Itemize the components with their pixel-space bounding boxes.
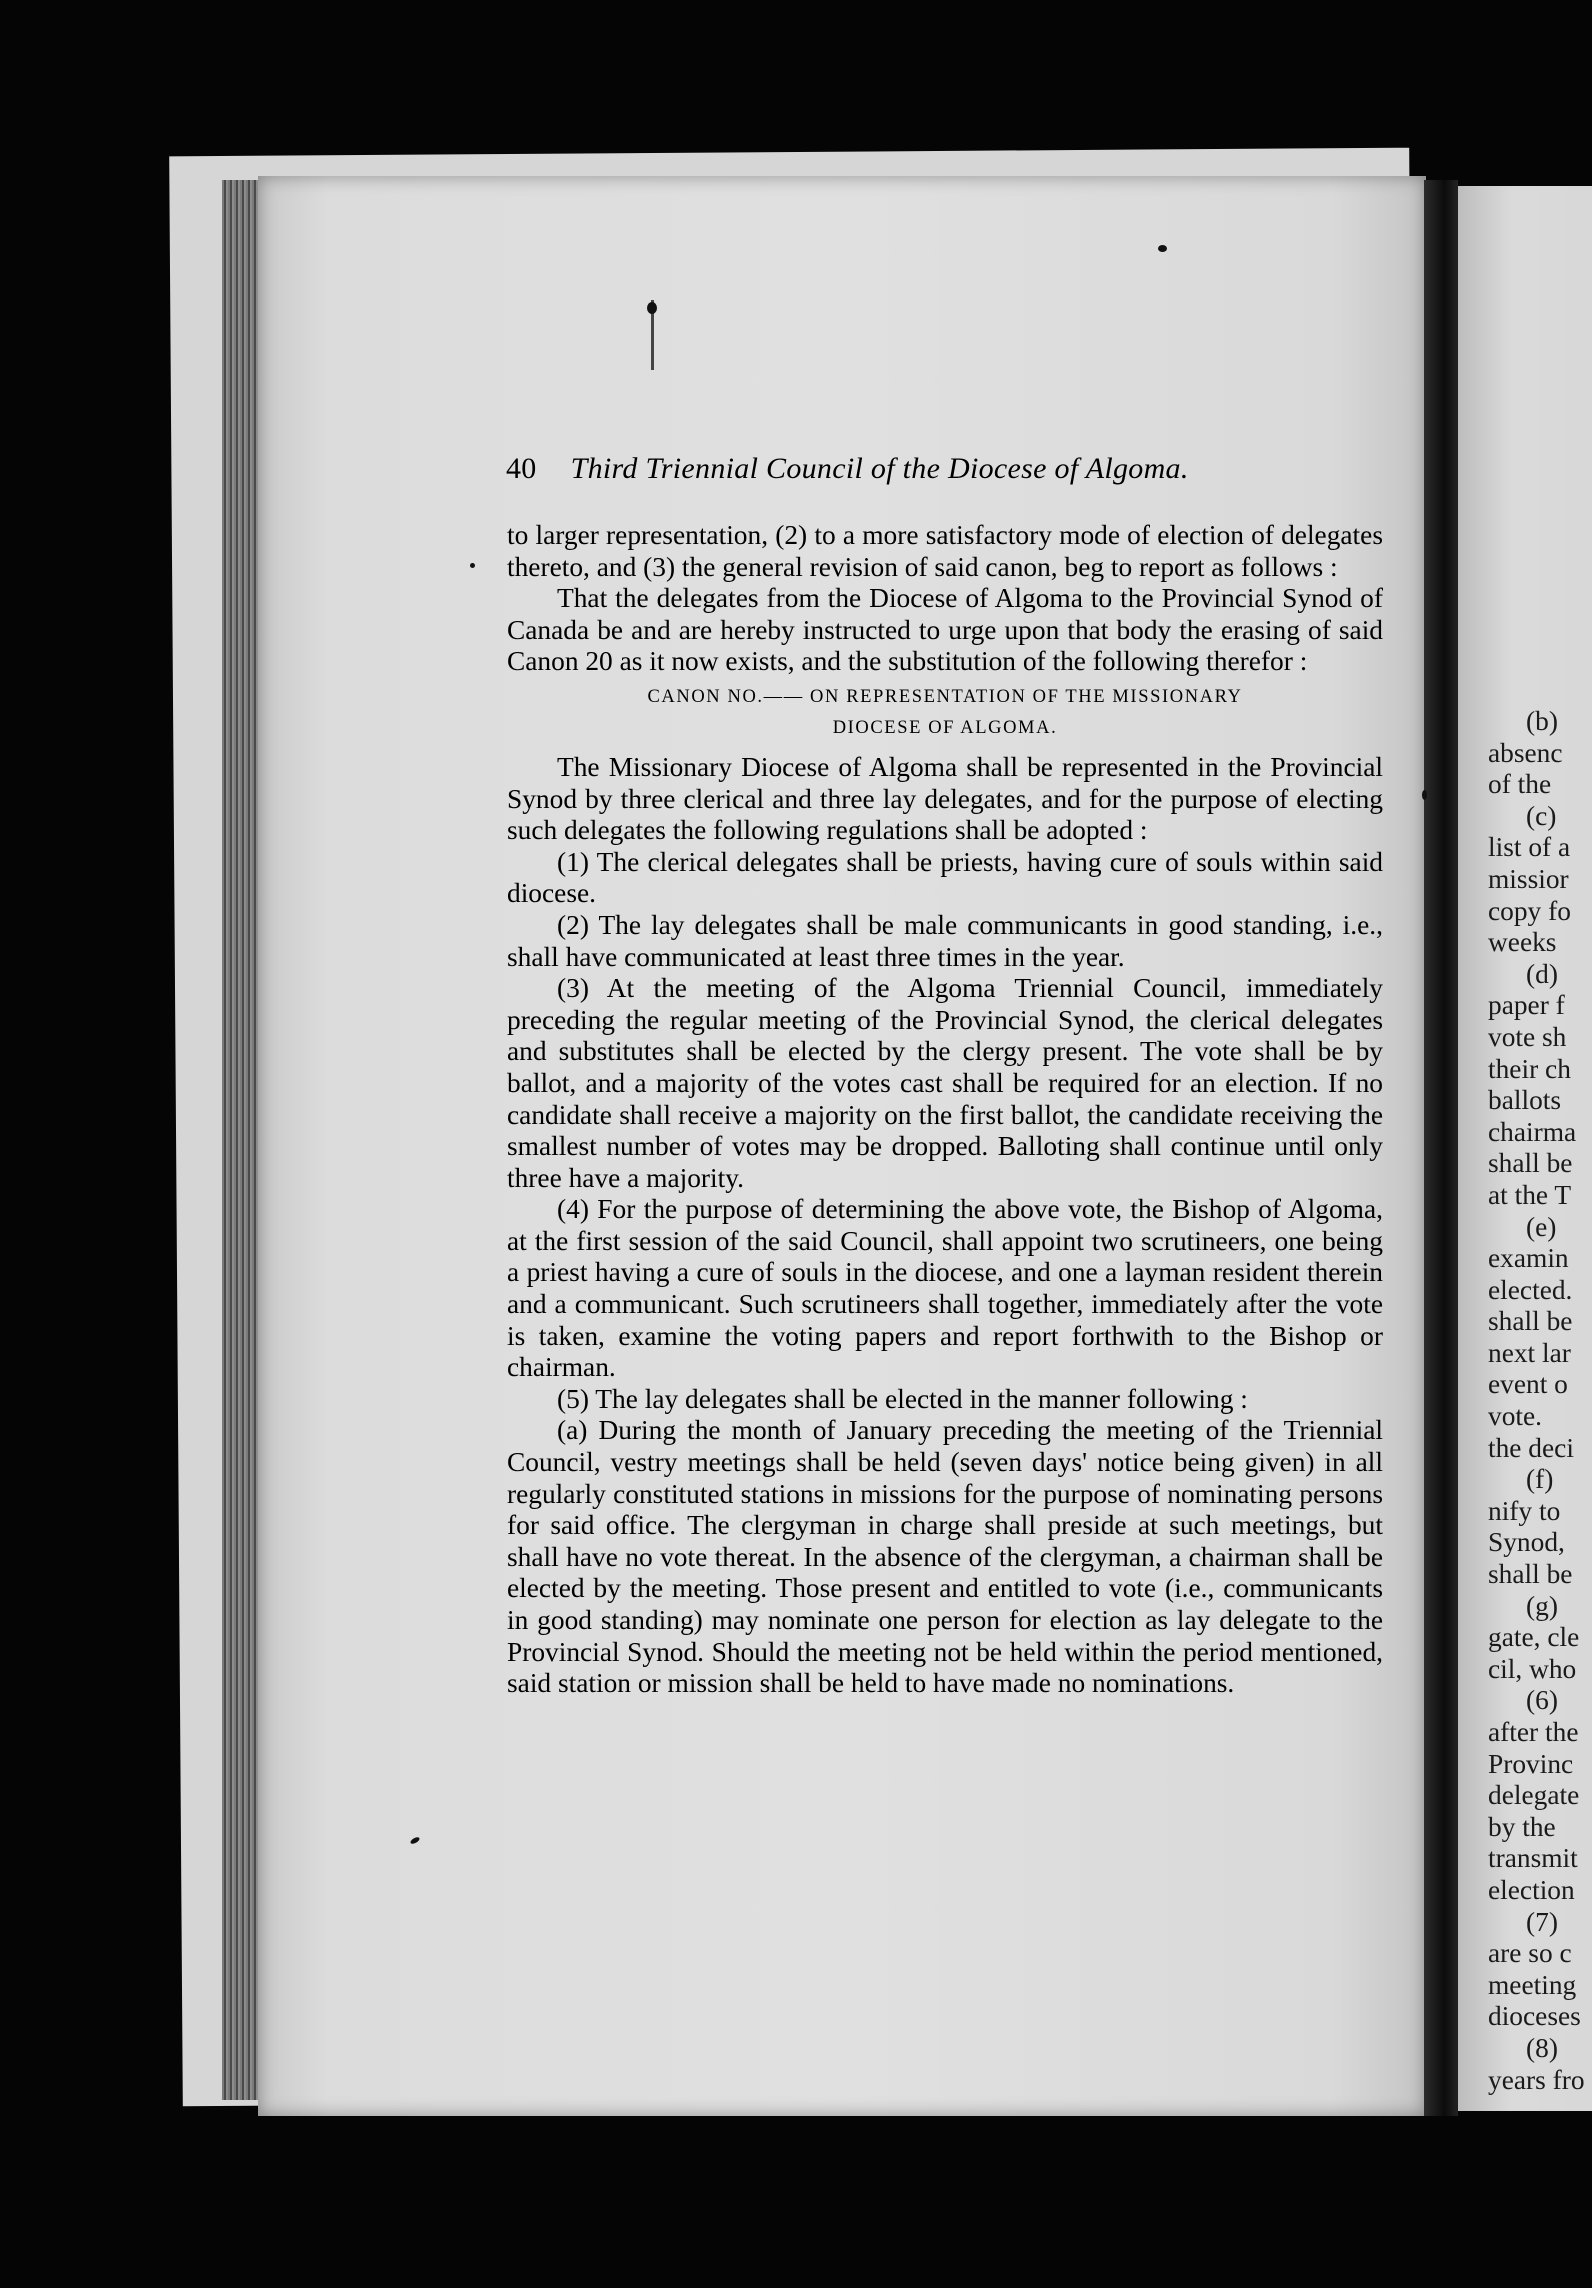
right-page-fragment: (7) <box>1526 1906 1558 1937</box>
right-page <box>1458 186 1592 2111</box>
right-page-fragment: weeks <box>1488 927 1557 958</box>
paragraph-resolution: That the delegates from the Diocese of Algoma to the Provincial Synod of Canada be and are hereby instructed to urge upon that body the erasing of said Canon 20 as it now exists, and the substitution of the following therefor : <box>507 583 1383 677</box>
clause-5a: (a) During the month of January preceding the meeting of the Triennial Council, vestry meetings shall be held (seven days' notice being given) in all regularly constituted stations in missions for the purpose of nominating persons for said office. The clergyman in charge shall preside at such meetings, but shall have no vote thereat. In the absence of the clergyman, a chairman shall be elected by the meeting. Those present and entitled to vote (i.e., communicants in good standing) may nominate one person for election as lay delegate to the Provincial Synod. Should the meeting not be held within the period mentioned, said station or mission shall be held to have made no nominations. <box>507 1415 1383 1699</box>
running-title: Third Triennial Council of the Diocese of Algoma. <box>570 452 1189 485</box>
page-number: 40 <box>506 452 537 485</box>
canon-heading-line-1: CANON NO.—— ON REPRESENTATION OF THE MISSIONARY <box>647 686 1243 707</box>
right-page-fragment: the deci <box>1488 1432 1574 1463</box>
right-page-fragment: vote sh <box>1488 1021 1567 1052</box>
right-page-text <box>1488 706 1592 2096</box>
right-page-fragment: delegate <box>1488 1780 1580 1811</box>
right-page-fragment: after the <box>1488 1717 1579 1747</box>
right-page-fragment: absenc <box>1488 737 1563 768</box>
clause-2: (2) The lay delegates shall be male communicants in good standing, i.e., shall have communicated at least three times in the year. <box>507 909 1383 972</box>
right-page-fragment: transmit <box>1488 1843 1578 1874</box>
right-page-fragment: (g) <box>1526 1590 1558 1621</box>
right-page-fragment: cil, who <box>1488 1653 1577 1684</box>
right-page-fragment: ballots <box>1488 1085 1562 1116</box>
right-page-fragment: paper f <box>1488 990 1565 1021</box>
right-page-fragment: their ch <box>1488 1053 1571 1084</box>
right-page-fragment: nify to <box>1488 1495 1561 1526</box>
right-page-fragment: copy fo <box>1488 895 1571 926</box>
right-page-fragment: (8) <box>1526 2032 1558 2063</box>
right-page-fragment: gate, cle <box>1488 1622 1580 1653</box>
right-page-fragment: list of a <box>1488 832 1571 863</box>
paragraph-intro: to larger representation, (2) to a more satisfactory mode of election of delegates thereto, and (3) the general revision of said canon, beg to report as follows : <box>507 520 1383 582</box>
right-page-fragment: at the T <box>1488 1179 1572 1210</box>
clause-5: (5) The lay delegates shall be elected in the manner following : <box>557 1383 1248 1414</box>
scan-speck <box>1422 790 1427 800</box>
canon-heading <box>507 682 1383 744</box>
running-header <box>506 452 1406 486</box>
right-page-fragment: (f) <box>1526 1464 1554 1495</box>
right-page-fragment: (d) <box>1526 958 1558 989</box>
right-page-fragment: dioceses <box>1488 2001 1581 2032</box>
scan-speck <box>470 563 475 568</box>
right-page-fragment: shall be <box>1488 1306 1573 1337</box>
right-page-fragment: Provinc <box>1488 1748 1574 1779</box>
right-page-fragment: elected. <box>1488 1274 1573 1305</box>
book-gutter <box>1424 180 1458 2116</box>
right-page-fragment: are so c <box>1488 1938 1572 1969</box>
canon-heading-line-2: DIOCESE OF ALGOMA. <box>832 717 1058 738</box>
right-page-fragment: examin <box>1488 1243 1569 1274</box>
clause-3: (3) At the meeting of the Algoma Triennial Council, immediately preceding the regular meeting of the Provincial Synod, the clerical delegates and substitutes shall be elected by the clergy present. The vote shall be by ballot, and a majority of the votes cast shall be required for an election. If no candidate shall receive a majority on the first ballot, the candidate receiving the smallest number of votes may be dropped. Balloting shall continue until only three have a majority. <box>507 973 1383 1193</box>
page-body <box>507 520 1383 1700</box>
clause-1: (1) The clerical delegates shall be priests, having cure of souls within said diocese. <box>507 846 1383 909</box>
right-page-fragment: next lar <box>1488 1337 1571 1368</box>
right-page-fragment: (e) <box>1526 1211 1557 1242</box>
right-page-fragment: years fro <box>1488 2064 1585 2095</box>
clause-4: (4) For the purpose of determining the above vote, the Bishop of Algoma, at the first session of the said Council, shall appoint two scrutineers, one being a priest having a cure of souls in the diocese, and one a layman resident therein and a communicant. Such scrutineers shall together, immediately after the vote is taken, examine the voting papers and report forthwith to the Bishop or chairman. <box>507 1194 1383 1383</box>
right-page-fragment: meeting <box>1488 1969 1577 2000</box>
right-page-fragment: shall be <box>1488 1559 1573 1590</box>
right-page-fragment: by the <box>1488 1811 1556 1842</box>
paragraph-representation: The Missionary Diocese of Algoma shall be represented in the Provincial Synod by three clerical and three lay delegates, and for the purpose of electing such delegates the following regulations shall be adopted : <box>507 751 1383 846</box>
right-page-fragment: election <box>1488 1874 1575 1905</box>
right-page-fragment: (6) <box>1526 1685 1558 1716</box>
right-page-fragment: Synod, <box>1488 1527 1565 1558</box>
right-page-fragment: vote. <box>1488 1401 1543 1432</box>
right-page-fragment: (c) <box>1526 800 1557 831</box>
scan-speck <box>647 302 657 314</box>
right-page-fragment: of the <box>1488 769 1552 800</box>
right-page-fragment: chairma <box>1488 1116 1577 1147</box>
right-page-fragment: missior <box>1488 863 1569 894</box>
right-page-fragment: event o <box>1488 1369 1568 1400</box>
scan-speck <box>1158 245 1167 252</box>
right-page-fragment: (b) <box>1526 706 1558 736</box>
page-edges <box>222 180 262 2100</box>
right-page-fragment: shall be <box>1488 1148 1573 1179</box>
